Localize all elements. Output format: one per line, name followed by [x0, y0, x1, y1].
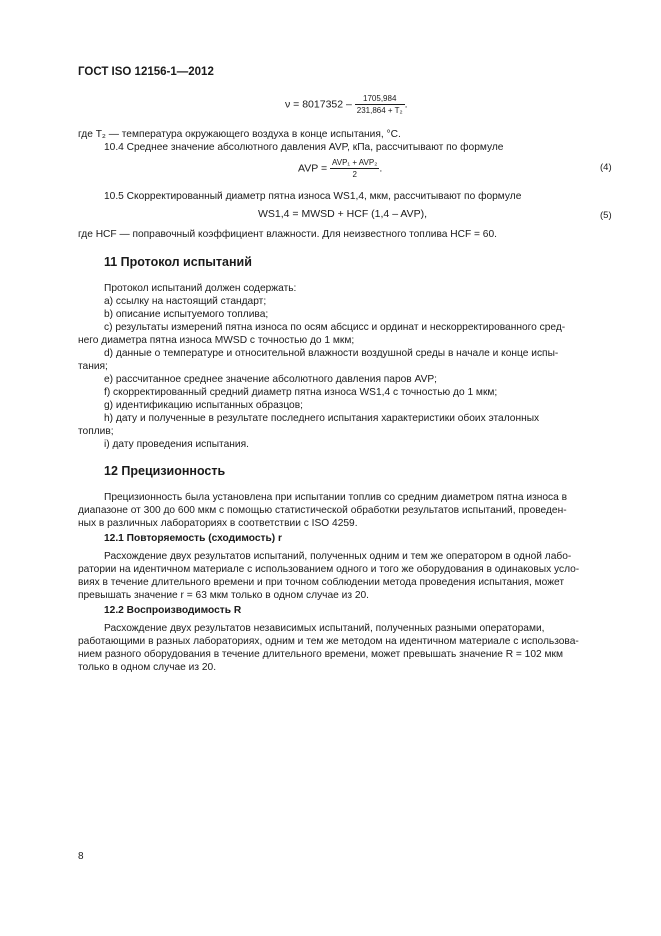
formula-avp-numerator: AVP₁ + AVP₂ — [332, 158, 378, 167]
s121-line4: превышать значение r = 63 мкм только в одном случае из 20. — [78, 590, 370, 601]
list-item-d-line2: тания; — [78, 361, 108, 372]
where-t2: где T₂ — температура окружающего воздуха в конце испытания, °С. — [78, 129, 401, 140]
para-10-4: 10.4 Среднее значение абсолютного давления AVP, кПа, рассчитывают по формуле — [104, 142, 504, 153]
formula-ws: WS1,4 = MWSD + HCF (1,4 – AVP), — [258, 208, 428, 220]
formula-avp — [298, 158, 382, 179]
s122-line2: работающими в разных лабораториях, одним и тем же методом на идентичном материале с использова- — [78, 636, 579, 647]
subsection-12-2-title: 12.2 Воспроизводимость R — [104, 605, 242, 616]
s121-line2: ратории на идентичном материале с использованием одного и того же оборудования в одинаковых усло- — [78, 564, 580, 575]
s122-line1: Расхождение двух результатов независимых испытаний, полученных разными операторами, — [104, 623, 545, 634]
sec12-para-line1: Прецизионность была установлена при испытании топлив со средним диаметром пятна износа в — [104, 492, 568, 503]
formula-v-numerator: 1705,984 — [355, 94, 405, 105]
list-item-f: f) скорректированный средний диаметр пятна износа WS1,4 с точностью до 1 мкм; — [104, 387, 498, 398]
formula-avp-fraction — [330, 158, 379, 179]
para-10-5: 10.5 Скорректированный диаметр пятна износа WS1,4, мкм, рассчитывают по формуле — [104, 191, 522, 202]
formula-avp-tail: . — [379, 162, 383, 175]
equation-number-4: (4) — [600, 162, 612, 173]
sec12-para-line3: ных в различных лабораториях в соответствии с ISO 4259. — [78, 518, 358, 529]
s121-line3: виях в течение длительного времени и при точном соблюдении метода проведения испытания, может — [78, 577, 565, 588]
formula-v-denominator: 231,864 + T₂ — [356, 106, 403, 115]
subsection-12-1-title: 12.1 Повторяемость (сходимость) r — [104, 533, 282, 544]
s121-line1: Расхождение двух результатов испытаний, полученных одним и тем же оператором в одной лабо- — [104, 551, 572, 562]
where-hcf: где HCF — поправочный коэффициент влажности. Для неизвестного топлива HCF = 60. — [78, 229, 497, 240]
equation-number-5: (5) — [600, 210, 612, 221]
list-item-d-line1: d) данные о температуре и относительной влажности воздушной среды в начале и конце испы- — [104, 348, 559, 359]
list-item-b: b) описание испытуемого топлива; — [104, 309, 269, 320]
sec11-intro: Протокол испытаний должен содержать: — [104, 283, 297, 294]
formula-v — [285, 94, 408, 115]
list-item-e: е) рассчитанное среднее значение абсолютного давления паров AVP; — [104, 374, 438, 385]
list-item-c-line1: с) результаты измерений пятна износа по осям абсцисс и ординат и нескорректированного сред- — [104, 322, 566, 333]
list-item-h-line2: топлив; — [78, 426, 114, 437]
list-item-g: g) идентификацию испытанных образцов; — [104, 400, 303, 411]
document-header: ГОСТ ISO 12156-1—2012 — [78, 66, 214, 78]
formula-v-lhs: ν = 8017352 – — [285, 98, 352, 111]
formula-v-fraction — [355, 94, 405, 115]
list-item-a: а) ссылку на настоящий стандарт; — [104, 296, 267, 307]
formula-avp-lhs: AVP = — [298, 162, 328, 175]
section-12-title: 12 Прецизионность — [104, 464, 226, 478]
formula-avp-denominator: 2 — [352, 170, 357, 179]
list-item-i: i) дату проведения испытания. — [104, 439, 249, 450]
list-item-h-line1: h) дату и полученные в результате последнего испытания характеристики обоих эталонных — [104, 413, 540, 424]
sec12-para-line2: диапазоне от 300 до 600 мкм с помощью статистической обработки результатов испытаний, проведен- — [78, 505, 567, 516]
s122-line4: только в одном случае из 20. — [78, 662, 217, 673]
s122-line3: нием разного оборудования в течение длительного времени, может превышать значение R = 102 мкм — [78, 649, 563, 660]
list-item-c-line2: него диаметра пятна износа MWSD с точностью до 1 мкм; — [78, 335, 355, 346]
page-number: 8 — [78, 851, 84, 862]
formula-v-tail: . — [404, 98, 408, 111]
section-11-title: 11 Протокол испытаний — [104, 255, 252, 269]
